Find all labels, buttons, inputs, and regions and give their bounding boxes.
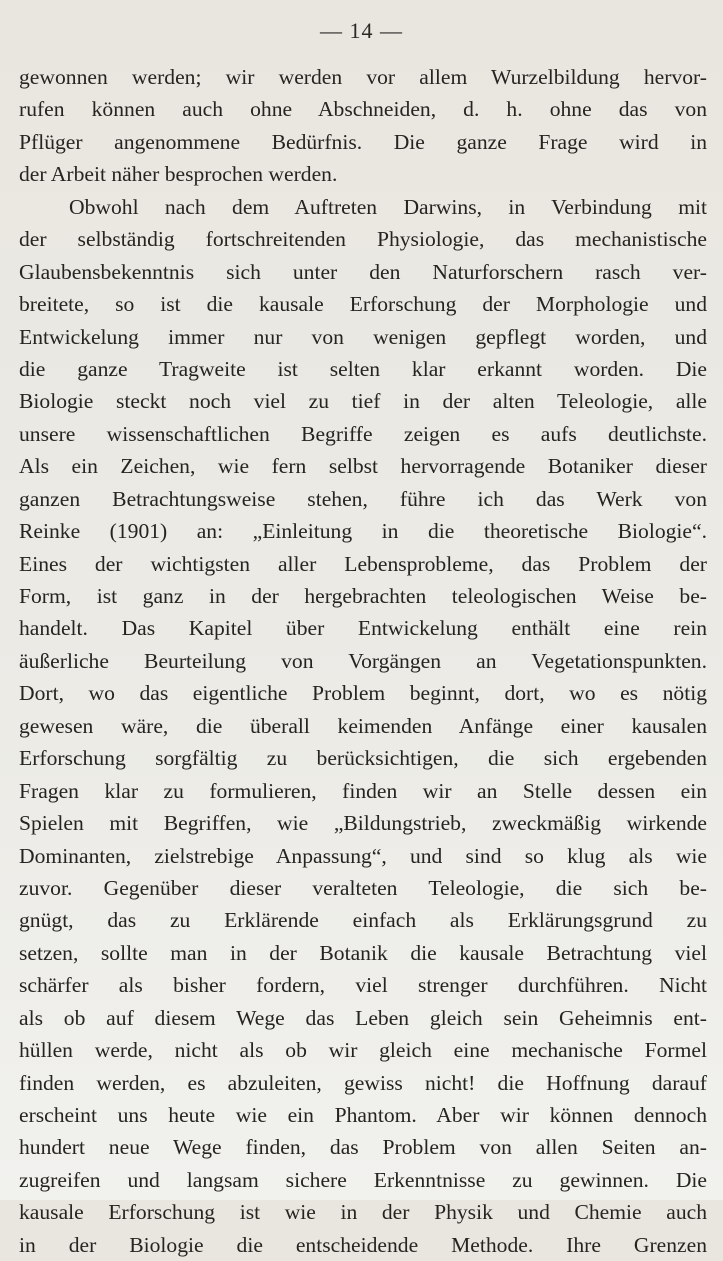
text-line: als ob auf diesem Wege das Leben gleich sein Geheimnis ent-: [19, 1005, 707, 1030]
text-line: zugreifen und langsam sichere Erkenntnisse zu gewinnen. Die: [19, 1167, 707, 1192]
text-line: schärfer als bisher fordern, viel strenger durchführen. Nicht: [19, 973, 707, 998]
text-line: setzen, sollte man in der Botanik die kausale Betrachtung viel: [19, 940, 707, 965]
text-line: Eines der wichtigsten aller Lebensprobleme, das Problem der: [19, 551, 707, 576]
text-line: kausale Erforschung ist wie in der Physik und Chemie auch: [19, 1200, 707, 1225]
paragraph-first-line: Obwohl nach dem Auftreten Darwins, in Verbindung mit: [69, 194, 707, 219]
page-number: — 14 —: [320, 18, 403, 43]
text-line: hüllen werde, nicht als ob wir gleich eine mechanische Formel: [19, 1038, 707, 1063]
text-line: der selbständig fortschreitenden Physiologie, das mechanistische: [19, 227, 707, 252]
text-line: Pflüger angenommene Bedürfnis. Die ganze Frage wird in: [19, 129, 707, 154]
text-line: erscheint uns heute wie ein Phantom. Aber wir können dennoch: [19, 1103, 707, 1127]
text-line: Als ein Zeichen, wie fern selbst hervorragende Botaniker dieser: [19, 454, 707, 479]
text-line: äußerliche Beurteilung von Vorgängen an Vegetationspunkten.: [19, 648, 707, 673]
text-line: Form, ist ganz in der hergebrachten teleologischen Weise be-: [19, 584, 707, 608]
text-line: Biologie steckt noch viel zu tief in der alten Teleologie, alle: [19, 389, 707, 414]
text-line: Erforschung sorgfältig zu berücksichtigen, die sich ergebenden: [19, 746, 707, 771]
text-line: gnügt, das zu Erklärende einfach als Erklärungsgrund zu: [19, 908, 707, 933]
text-line: ganzen Betrachtungsweise stehen, führe ich das Werk von: [19, 486, 707, 511]
text-line: gewesen wäre, die überall keimenden Anfänge einer kausalen: [19, 713, 707, 738]
text-line: breitete, so ist die kausale Erforschung der Morphologie und: [19, 292, 707, 317]
text-line: gewonnen werden; wir werden vor allem Wurzelbildung hervor-: [19, 65, 707, 89]
text-line: handelt. Das Kapitel über Entwickelung enthält eine rein: [19, 616, 707, 641]
text-line: Dominanten, zielstrebige Anpassung“, und sind so klug als wie: [19, 843, 707, 868]
text-line: Reinke (1901) an: „Einleitung in die theoretische Biologie“.: [19, 519, 707, 544]
text-line: unsere wissenschaftlichen Begriffe zeigen es aufs deutlichste.: [19, 421, 707, 446]
text-line: Dort, wo das eigentliche Problem beginnt, dort, wo es nötig: [19, 681, 707, 706]
text-line: hundert neue Wege finden, das Problem von allen Seiten an-: [19, 1135, 707, 1160]
text-line: in der Biologie die entscheidende Methode. Ihre Grenzen: [19, 1232, 707, 1257]
text-line: rufen können auch ohne Abschneiden, d. h. ohne das von: [19, 97, 707, 122]
body-text: [19, 61, 707, 1261]
text-line: Spielen mit Begriffen, wie „Bildungstrieb, zweckmäßig wirkende: [19, 811, 707, 836]
text-line: Entwickelung immer nur von wenigen gepflegt worden, und: [19, 324, 707, 349]
text-line: die ganze Tragweite ist selten klar erkannt worden. Die: [19, 356, 707, 381]
text-line: Glaubensbekenntnis sich unter den Naturforschern rasch ver-: [19, 259, 707, 284]
text-line: Fragen klar zu formulieren, finden wir an Stelle dessen ein: [19, 778, 707, 803]
text-line: finden werden, es abzuleiten, gewiss nicht! die Hoffnung darauf: [19, 1070, 707, 1095]
text-line: der Arbeit näher besprochen werden.: [19, 162, 338, 187]
text-line: zuvor. Gegenüber dieser veralteten Teleologie, die sich be-: [19, 875, 707, 900]
